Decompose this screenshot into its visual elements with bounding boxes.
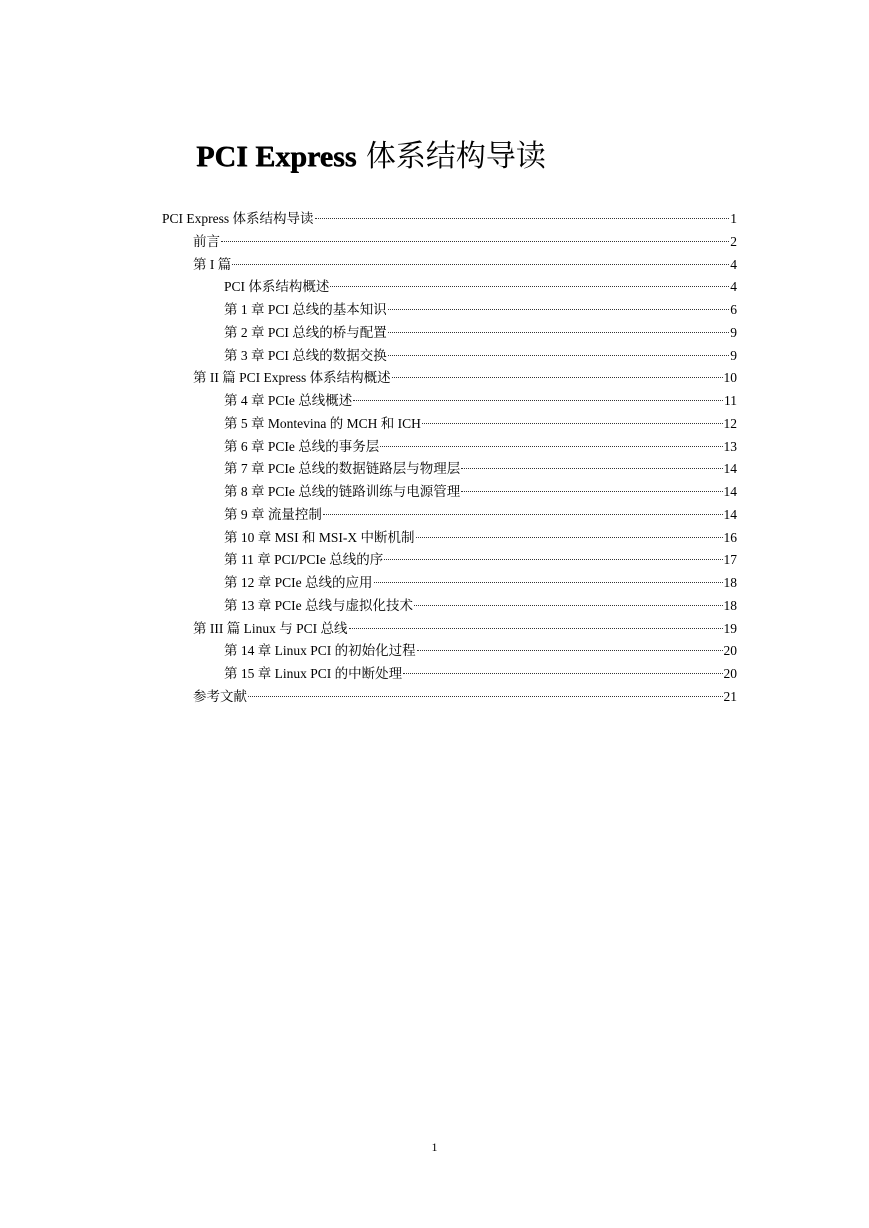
toc-entry-label: 参考文献: [193, 688, 247, 704]
toc-entry[interactable]: [162, 686, 737, 709]
toc-entry-page-number: 21: [723, 688, 737, 704]
toc-entry-page-number: 11: [724, 393, 737, 408]
toc-entry-page-number: 20: [723, 643, 737, 659]
toc-dot-leader: [353, 400, 723, 401]
toc-dot-leader: [388, 355, 729, 356]
toc-entry-label: 第 3 章 PCI 总线的数据交换: [224, 347, 387, 363]
toc-entry[interactable]: [162, 618, 737, 641]
toc-dot-leader: [414, 605, 723, 606]
document-title: [196, 137, 546, 177]
toc-entry-label: 第 7 章 PCIe 总线的数据链路层与物理层: [224, 461, 461, 477]
toc-entry-label: 第 4 章 PCIe 总线概述: [224, 393, 353, 408]
toc-entry[interactable]: [162, 276, 737, 299]
toc-entry-label: 前言: [193, 233, 220, 249]
toc-entry-page-number: 14: [723, 506, 737, 522]
toc-dot-leader: [349, 628, 723, 629]
toc-entry-page-number: 12: [723, 415, 737, 431]
toc-entry[interactable]: [162, 572, 737, 595]
toc-entry[interactable]: [162, 527, 737, 550]
toc-entry-label: 第 15 章 Linux PCI 的中断处理: [224, 666, 403, 681]
toc-entry-label: 第 11 章 PCI/PCIe 总线的序: [224, 552, 384, 568]
toc-entry-page-number: 9: [730, 347, 737, 363]
toc-entry[interactable]: [162, 390, 737, 413]
toc-entry[interactable]: [162, 299, 737, 322]
toc-entry-label: 第 12 章 PCIe 总线的应用: [224, 575, 373, 590]
toc-dot-leader: [388, 309, 729, 310]
toc-dot-leader: [221, 241, 729, 242]
toc-entry[interactable]: [162, 367, 737, 390]
toc-entry-label: 第 13 章 PCIe 总线与虚拟化技术: [224, 597, 413, 613]
toc-dot-leader: [384, 559, 722, 560]
toc-entry-page-number: 6: [730, 302, 737, 317]
toc-entry-label: PCI 体系结构概述: [224, 279, 330, 295]
toc-entry-page-number: 17: [723, 552, 737, 568]
toc-entry-page-number: 19: [723, 620, 737, 636]
toc-entry-label: 第 6 章 PCIe 总线的事务层: [224, 438, 380, 454]
toc-dot-leader: [248, 696, 723, 697]
toc-dot-leader: [422, 423, 723, 424]
toc-entry-label: 第 2 章 PCI 总线的桥与配置: [224, 324, 387, 340]
table-of-contents: [162, 208, 737, 709]
toc-entry[interactable]: [162, 549, 737, 572]
toc-entry-label: 第 8 章 PCIe 总线的链路训练与电源管理: [224, 484, 461, 499]
toc-entry-page-number: 20: [723, 666, 737, 681]
toc-entry[interactable]: [162, 231, 737, 254]
toc-entry[interactable]: [162, 458, 737, 481]
toc-entry-page-number: 18: [723, 597, 737, 613]
toc-entry[interactable]: [162, 640, 737, 663]
toc-dot-leader: [416, 537, 723, 538]
toc-entry-label: 第 III 篇 Linux 与 PCI 总线: [193, 620, 348, 636]
toc-entry-page-number: 9: [730, 324, 737, 340]
toc-entry-page-number: 1: [730, 211, 737, 226]
toc-dot-leader: [392, 377, 723, 378]
toc-entry-label: 第 1 章 PCI 总线的基本知识: [224, 302, 387, 317]
toc-entry[interactable]: [162, 322, 737, 345]
toc-entry[interactable]: [162, 481, 737, 504]
toc-entry[interactable]: [162, 254, 737, 277]
toc-dot-leader: [380, 446, 722, 447]
toc-entry-label: 第 10 章 MSI 和 MSI-X 中断机制: [224, 529, 415, 545]
toc-dot-leader: [403, 673, 722, 674]
toc-entry[interactable]: [162, 413, 737, 436]
toc-dot-leader: [388, 332, 729, 333]
toc-dot-leader: [461, 468, 722, 469]
toc-dot-leader: [315, 218, 730, 219]
toc-dot-leader: [417, 650, 723, 651]
toc-entry-page-number: 4: [730, 279, 737, 295]
toc-entry-label: PCI Express 体系结构导读: [162, 211, 314, 226]
toc-dot-leader: [461, 491, 722, 492]
toc-entry-page-number: 4: [730, 256, 737, 272]
toc-dot-leader: [323, 514, 723, 515]
toc-entry-page-number: 10: [723, 370, 737, 386]
toc-dot-leader: [374, 582, 723, 583]
toc-entry[interactable]: [162, 345, 737, 368]
toc-entry-page-number: 16: [723, 529, 737, 545]
toc-entry-page-number: 2: [730, 233, 737, 249]
toc-entry[interactable]: [162, 504, 737, 527]
toc-entry-label: 第 II 篇 PCI Express 体系结构概述: [193, 370, 391, 386]
document-title-latin: PCI Express: [196, 140, 357, 173]
toc-entry-label: 第 9 章 流量控制: [224, 506, 322, 522]
page-number: 1: [431, 1140, 438, 1154]
toc-entry[interactable]: [162, 208, 737, 231]
toc-dot-leader: [330, 286, 729, 287]
toc-entry-label: 第 5 章 Montevina 的 MCH 和 ICH: [224, 415, 421, 431]
toc-entry[interactable]: [162, 595, 737, 618]
document-title-cjk: 体系结构导读: [356, 139, 546, 174]
toc-entry-page-number: 14: [723, 461, 737, 477]
toc-dot-leader: [232, 264, 729, 265]
toc-entry-page-number: 13: [723, 438, 737, 454]
toc-entry-page-number: 14: [723, 484, 737, 499]
toc-entry[interactable]: [162, 663, 737, 686]
toc-entry-page-number: 18: [723, 575, 737, 590]
toc-entry-label: 第 I 篇: [193, 256, 232, 272]
toc-entry[interactable]: [162, 436, 737, 459]
toc-entry-label: 第 14 章 Linux PCI 的初始化过程: [224, 643, 416, 659]
